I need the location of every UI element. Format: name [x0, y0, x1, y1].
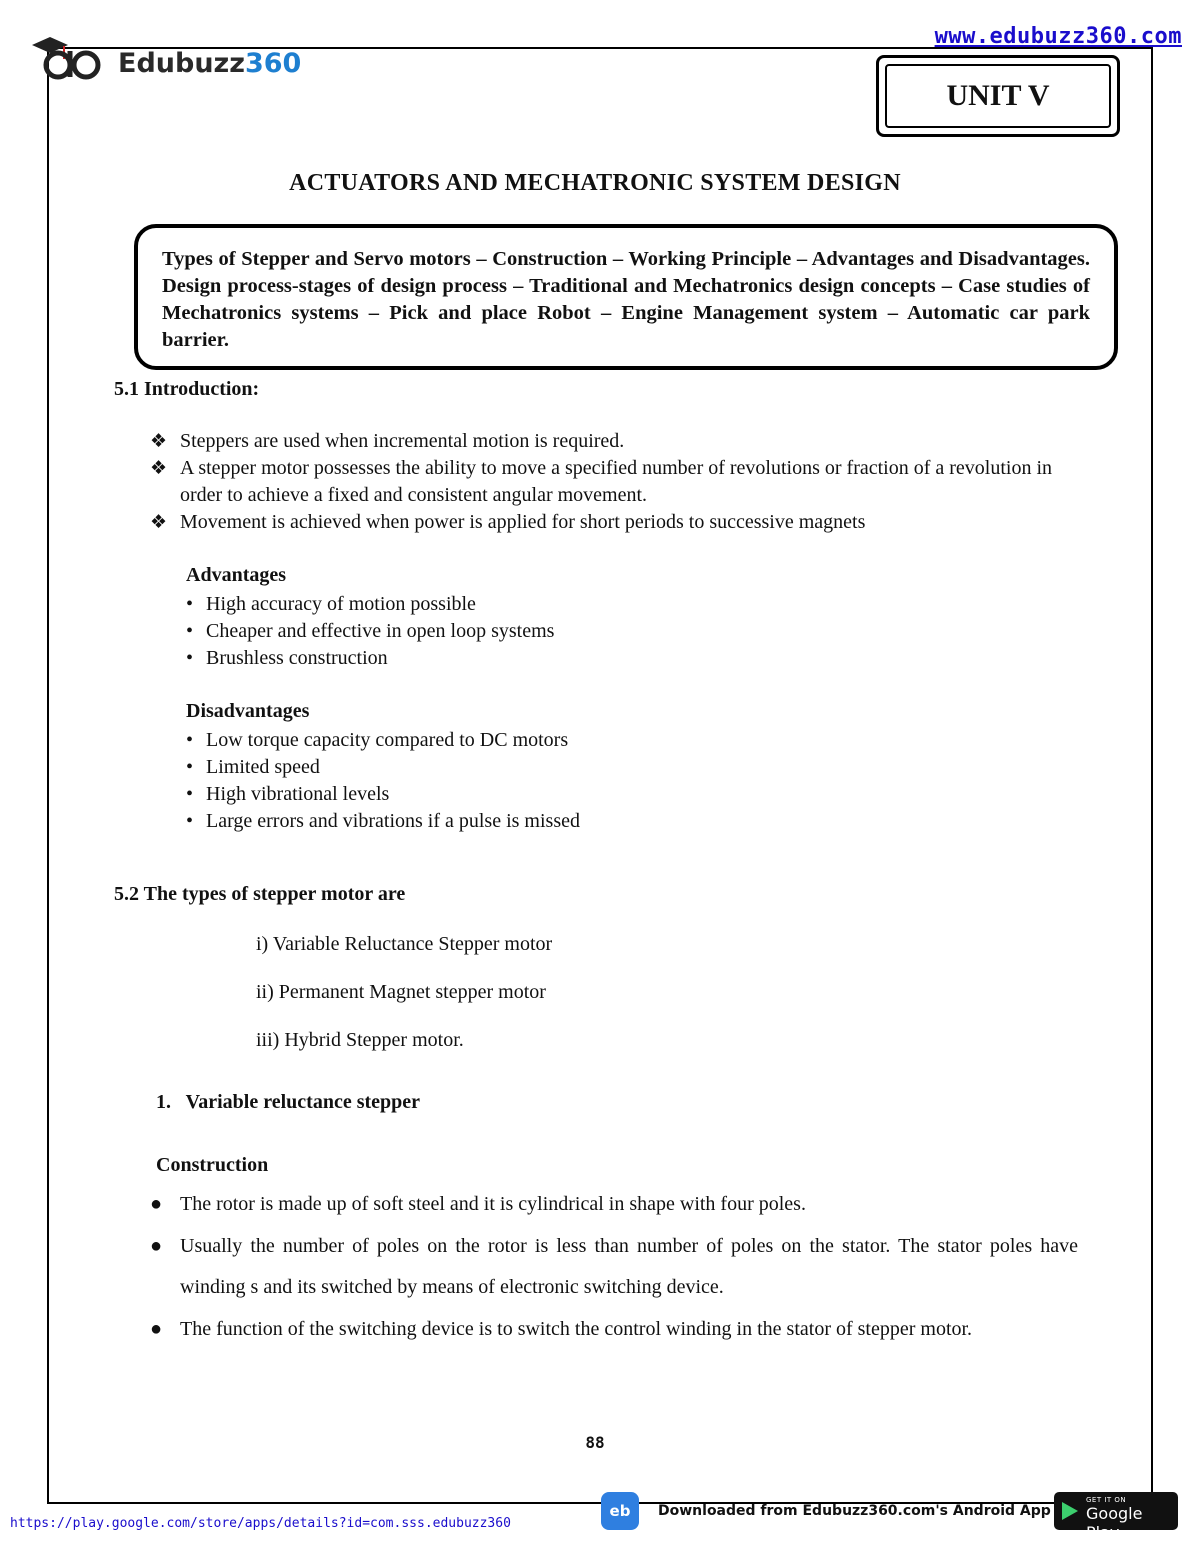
section-5-2-heading: 5.2 The types of stepper motor are	[114, 883, 406, 905]
list-item: ● The function of the switching device is to switch the control winding in the stator of stepper motor.	[150, 1309, 1078, 1351]
bullet-icon: ●	[150, 1317, 163, 1340]
list-item: • Low torque capacity compared to DC motors	[186, 729, 569, 751]
bullet-icon: ●	[150, 1193, 163, 1215]
diamond-bullet-icon: ❖	[150, 511, 168, 533]
advantages-heading: Advantages	[186, 564, 287, 586]
advantages-list	[186, 591, 554, 672]
disadvantages-heading: Disadvantages	[186, 700, 310, 722]
gplay-big-text: Google Play	[1086, 1504, 1143, 1542]
page-title: ACTUATORS AND MECHATRONIC SYSTEM DESIGN	[289, 170, 901, 196]
edubuzz-app-icon[interactable]: eb	[601, 1492, 639, 1530]
list-item: • Cheaper and effective in open loop systems	[186, 620, 555, 642]
disadvantages-list	[186, 727, 580, 835]
list-item: • Large errors and vibrations if a pulse is missed	[186, 810, 580, 832]
list-item: ● Usually the number of poles on the rotor is less than number of poles on the stator. The stator poles have winding s and its switched by means of electronic switching device.	[150, 1226, 1078, 1309]
list-item: • High vibrational levels	[186, 783, 390, 805]
syllabus-box: Types of Stepper and Servo motors – Construction – Working Principle – Advantages and Disadvantages. Design process-stages of design process – Traditional and Mechatronics design concepts – Case studies of Mechatronics systems – Pick and place Robot – Engine Management system – Automatic car park barrier.	[134, 224, 1118, 370]
logo-text-b: 360	[244, 47, 302, 79]
list-item: ❖ A stepper motor possesses the ability to move a specified number of revolutions or fraction of a revolution in order to achieve a fixed and consistent angular movement.	[150, 455, 1085, 509]
list-item: ● The rotor is made up of soft steel and it is cylindrical in shape with four poles.	[150, 1184, 1078, 1226]
list-item: • Brushless construction	[186, 647, 388, 669]
gplay-small-text: GET IT ON	[1086, 1496, 1127, 1504]
play-store-link[interactable]: https://play.google.com/store/apps/details?id=com.sss.edubuzz360	[10, 1516, 511, 1531]
site-url-link[interactable]: www.edubuzz360.com	[934, 24, 1182, 49]
diamond-bullet-icon: ❖	[150, 457, 168, 479]
list-item: • High accuracy of motion possible	[186, 593, 476, 615]
list-item: • Limited speed	[186, 756, 320, 778]
google-play-badge[interactable]	[1054, 1492, 1178, 1542]
unit-label: UNIT V	[885, 64, 1111, 128]
construction-list	[150, 1184, 1078, 1350]
vr-stepper-heading: 1. Variable reluctance stepper	[156, 1091, 421, 1113]
downloaded-from-text: Downloaded from Edubuzz360.com's Android App	[658, 1503, 1051, 1519]
bullet-icon: ●	[150, 1234, 163, 1257]
list-item: ❖ Steppers are used when incremental motion is required.	[150, 428, 1085, 455]
edubuzz-logo	[28, 30, 301, 82]
logo-wordmark	[118, 48, 301, 79]
construction-heading: Construction	[156, 1154, 269, 1176]
graduation-cap-logo-icon	[28, 31, 110, 81]
intro-bullet-list	[150, 428, 1085, 536]
stepper-type-item: iii) Hybrid Stepper motor.	[256, 1029, 464, 1051]
section-5-1-heading: 5.1 Introduction:	[114, 378, 260, 400]
play-triangle-icon	[1062, 1502, 1078, 1520]
page-number: 88	[585, 1433, 605, 1452]
list-item: ❖ Movement is achieved when power is applied for short periods to successive magnets	[150, 509, 1085, 536]
stepper-type-item: ii) Permanent Magnet stepper motor	[256, 981, 546, 1003]
diamond-bullet-icon: ❖	[150, 430, 168, 452]
unit-label-box	[876, 55, 1120, 137]
stepper-type-item: i) Variable Reluctance Stepper motor	[256, 933, 553, 955]
logo-text-a: Edubuzz	[118, 47, 245, 79]
